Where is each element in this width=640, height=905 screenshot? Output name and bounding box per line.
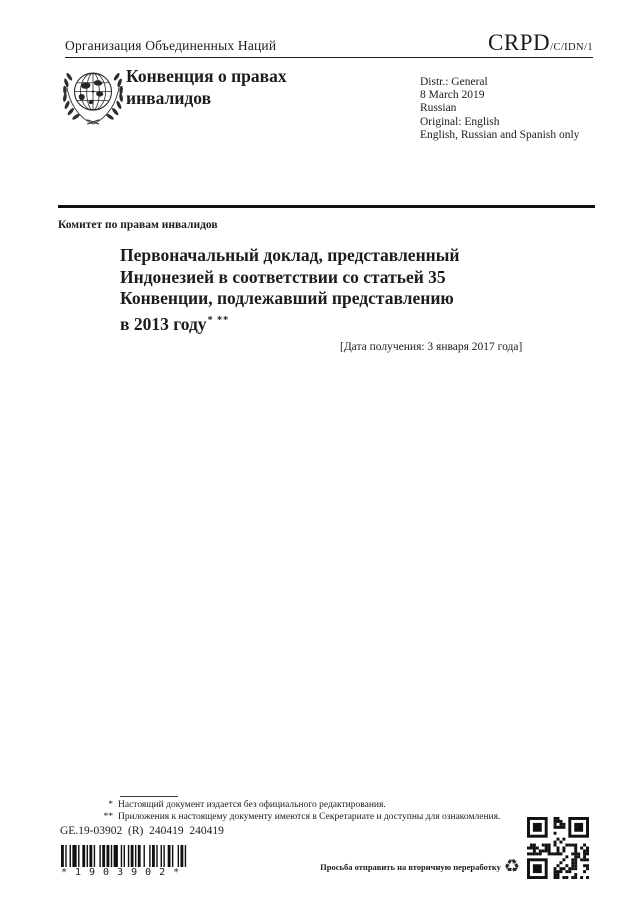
distr-line: Distr.: General bbox=[420, 76, 488, 88]
language-line: Russian bbox=[420, 102, 457, 115]
title-line: Индонезией в соответствии со статьей 35 bbox=[120, 266, 446, 287]
document-symbol-suffix: /C/IDN/1 bbox=[550, 42, 593, 53]
qr-code-icon bbox=[527, 817, 589, 879]
un-emblem-icon bbox=[56, 61, 130, 137]
convention-title: Конвенция о правах инвалидов bbox=[126, 66, 287, 108]
barcode-icon bbox=[61, 845, 191, 867]
footnote-text: Настоящий документ издается без официального редактирования. bbox=[118, 800, 386, 810]
document-symbol bbox=[488, 30, 593, 56]
distribution-block bbox=[420, 76, 579, 142]
committee-name: Комитет по правам инвалидов bbox=[58, 219, 218, 231]
date-received-note: [Дата получения: 3 января 2017 года] bbox=[340, 341, 523, 353]
section-divider bbox=[58, 205, 595, 208]
document-title bbox=[120, 245, 459, 335]
organization-name: Организация Объединенных Наций bbox=[65, 38, 277, 53]
footnotes bbox=[65, 800, 590, 823]
date-line: 8 March 2019 bbox=[420, 89, 485, 102]
footnote-marks: * ** bbox=[207, 314, 230, 326]
recycle-icon: ♻ bbox=[503, 856, 520, 877]
title-line: Первоначальный доклад, представленный bbox=[120, 245, 460, 265]
page-header bbox=[65, 30, 593, 56]
footnote bbox=[65, 812, 590, 824]
original-language-line: Original: English bbox=[420, 115, 500, 128]
footnote bbox=[65, 800, 590, 812]
title-line: Конвенции, подлежавший представлению bbox=[120, 288, 454, 308]
recycle-note bbox=[320, 858, 520, 876]
title-line-text: в 2013 году bbox=[120, 313, 207, 334]
document-symbol-main: CRPD bbox=[488, 30, 551, 55]
barcode-text: *1903902* bbox=[61, 867, 188, 878]
recycle-note-text: Просьба отправить на вторичную переработку bbox=[320, 862, 501, 872]
footnote-divider bbox=[120, 796, 178, 797]
title-line bbox=[120, 310, 459, 335]
footnote-text: Приложения к настоящему документу имеются в Секретариате и доступны для ознакомления. bbox=[118, 811, 501, 822]
footnote-mark: * bbox=[108, 800, 113, 810]
languages-note-line: English, Russian and Spanish only bbox=[420, 128, 580, 141]
header-divider bbox=[65, 57, 593, 58]
ge-number: GE.19-03902 (R) 240419 240419 bbox=[60, 825, 224, 837]
footnote-mark: ** bbox=[103, 811, 113, 822]
